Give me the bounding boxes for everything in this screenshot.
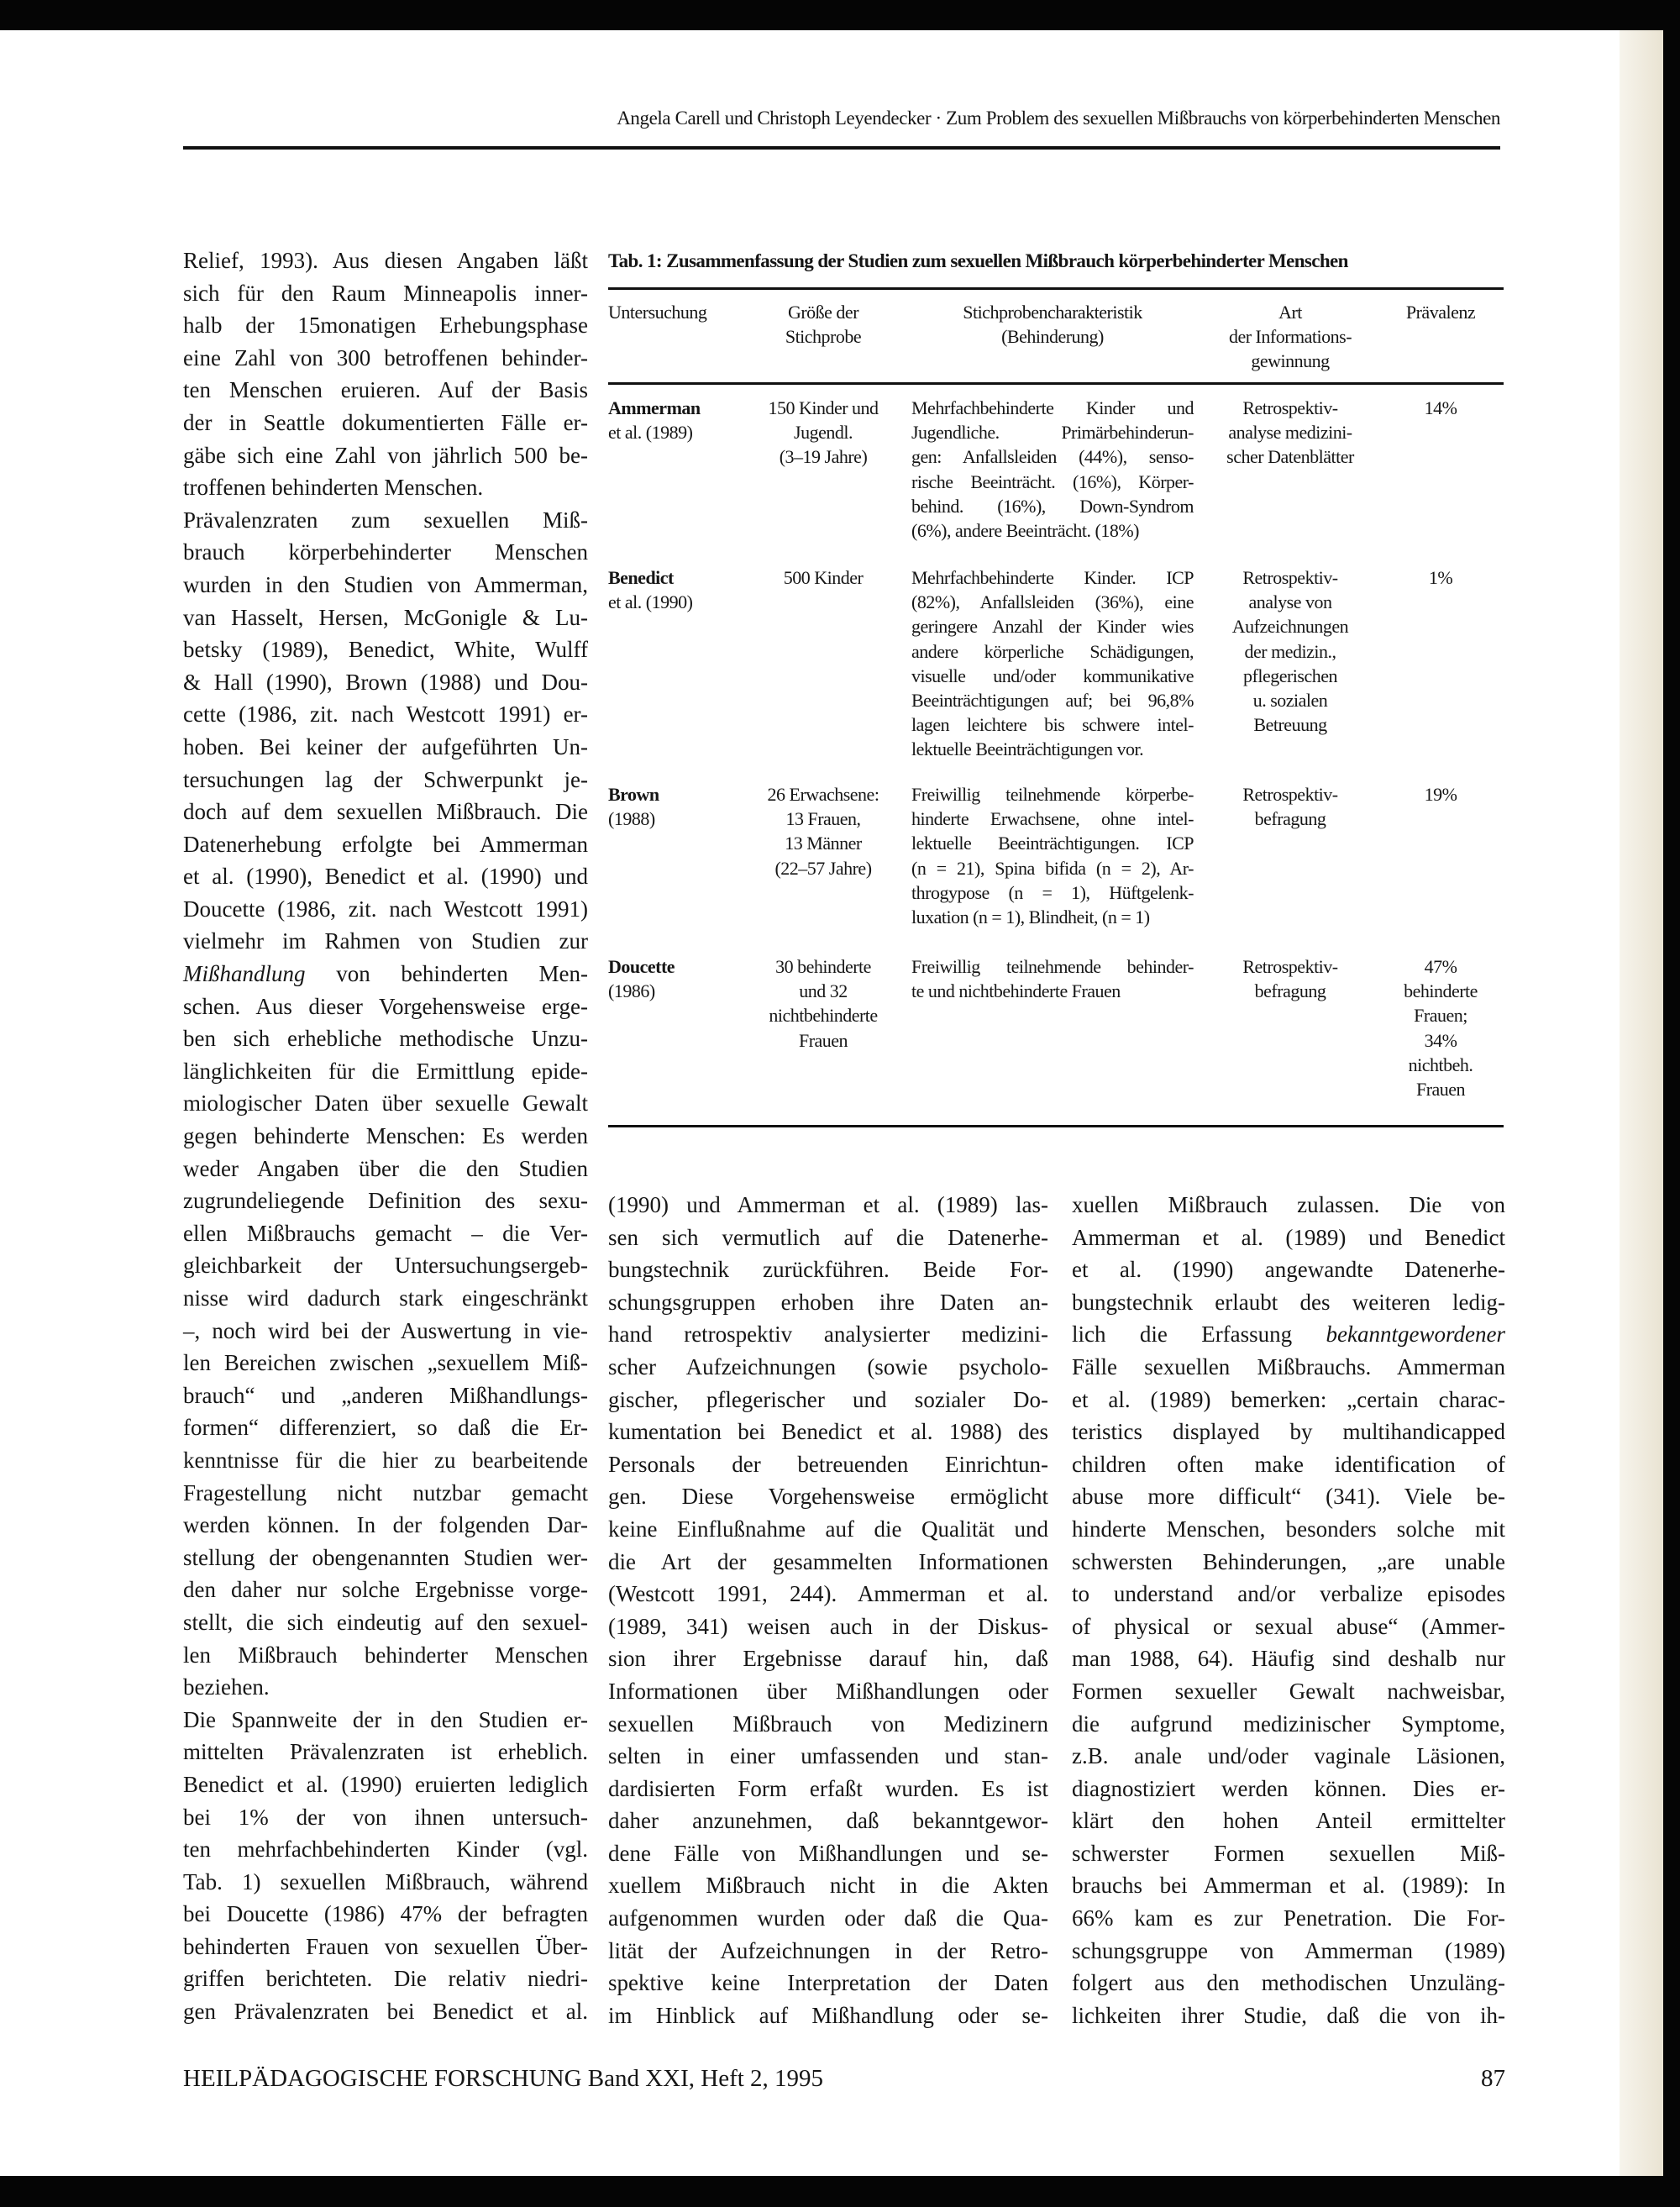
table-rule-top — [608, 287, 1504, 290]
table-cell-characteristics — [911, 396, 1194, 543]
text-line: Personals der betreuenden Einrichtun- — [608, 1451, 1048, 1477]
table-cell-study — [608, 565, 717, 614]
cell-line: Ammerman — [608, 397, 701, 418]
cell-line: Freiwillig teilnehmende körperbe- — [911, 784, 1194, 805]
text-line: gäbe sich eine Zahl von jährlich 500 be- — [183, 442, 588, 468]
cell-line: te und nichtbehinderte Frauen — [911, 980, 1121, 1002]
text-line: bungstechnik zurückführen. Beide For- — [608, 1257, 1048, 1283]
text-line: doch auf dem sexuellen Mißbrauch. Die — [183, 799, 588, 825]
cell-line: lektuelle Beeinträchtigungen. ICP — [911, 833, 1194, 854]
text-line: mittelten Prävalenzraten ist erheblich. — [183, 1739, 588, 1765]
text-line: sen sich vermutlich auf die Datenerhe- — [608, 1224, 1048, 1250]
cell-line: Frauen — [1415, 1078, 1466, 1100]
text-line: Doucette (1986, zit. nach Westcott 1991) — [183, 896, 588, 922]
table-header-study — [608, 300, 717, 324]
cell-line: Betreuung — [1253, 714, 1327, 736]
cell-line: (6%), andere Beeinträcht. (18%) — [911, 519, 1139, 541]
table-cell-characteristics — [911, 565, 1194, 762]
text-line: stellt, die sich eindeutig auf den sexuel- — [183, 1609, 588, 1635]
cell-line: Untersuchung — [608, 302, 707, 323]
cell-line: gewinnung — [1251, 350, 1330, 372]
cell-line: Mehrfachbehinderte Kinder. ICP — [911, 567, 1194, 588]
text-line — [183, 958, 588, 991]
cell-line: (n = 21), Spina bifida (n = 2), Ar- — [911, 857, 1194, 879]
cell-line: (Behinderung) — [1001, 326, 1104, 348]
text-line: –, noch wird bei der Auswertung in vie- — [183, 1317, 588, 1343]
text-line: griffen berichteten. Die relativ niedri- — [183, 1966, 588, 1992]
text-line: folgert aus den methodischen Unzuläng- — [1072, 1970, 1505, 1996]
scan-border-bottom — [0, 2176, 1680, 2207]
cell-line: (1988) — [608, 808, 655, 830]
text-line: der in Seattle dokumentierten Fälle er- — [183, 409, 588, 435]
cell-line: Frauen — [798, 1029, 848, 1051]
text-line: gegen behinderte Menschen: Es werden — [183, 1123, 588, 1149]
cell-line: 34% — [1424, 1029, 1457, 1051]
cell-line: Aufzeichnungen — [1231, 616, 1349, 638]
cell-line: Frauen; — [1414, 1005, 1467, 1027]
cell-line: nichtbehinderte — [769, 1005, 878, 1027]
text-line: stellung der obengenannten Studien wer- — [183, 1544, 588, 1570]
cell-line: Prävalenz — [1405, 302, 1476, 323]
text-line: man 1988, 64). Häufig sind deshalb nur — [1072, 1646, 1505, 1672]
text-line: halb der 15monatigen Erhebungsphase — [183, 313, 588, 339]
text-line: xuellen Mißbrauch zulassen. Die von — [1072, 1192, 1505, 1217]
table-cell-prevalence — [1386, 954, 1495, 1101]
text-line: of physical or sexual abuse“ (Ammer- — [1072, 1613, 1505, 1639]
cell-line: Mehrfachbehinderte Kinder und — [911, 397, 1194, 418]
text-line: sion ihrer Ergebnisse darauf hin, daß — [608, 1646, 1048, 1672]
text-line: len Mißbrauch behinderter Menschen — [183, 1642, 588, 1668]
cell-line: der Informations- — [1228, 326, 1352, 348]
text-line: et al. (1990), Benedict et al. (1990) und — [183, 864, 588, 890]
text-line: vielmehr im Rahmen von Studien zur — [183, 928, 588, 954]
table-cell-method — [1210, 954, 1371, 1003]
cell-line: Benedict — [608, 567, 674, 588]
table-cell-prevalence — [1386, 396, 1495, 420]
cell-line: hinderte Erwachsene, ohne intel- — [911, 808, 1194, 830]
text-line: Tab. 1) sexuellen Mißbrauch, während — [183, 1868, 588, 1894]
text-line: hoben. Bei keiner der aufgeführten Un- — [183, 733, 588, 759]
text-line: zugrundeliegende Definition des sexu- — [183, 1188, 588, 1214]
cell-line: lektuelle Beeinträchtigungen vor. — [911, 738, 1144, 760]
text-line: spektive keine Interpretation der Daten — [608, 1970, 1048, 1996]
text-line: troffenen behinderten Menschen. — [183, 475, 484, 501]
cell-line: scher Datenblätter — [1226, 446, 1354, 468]
table-cell-sample — [752, 782, 895, 880]
text-line: aufgenommen wurden oder daß die Qua- — [608, 1905, 1048, 1931]
text-line: Fälle sexuellen Mißbrauchs. Ammerman — [1072, 1353, 1505, 1379]
text-line: ellen Mißbrauchs gemacht – die Ver- — [183, 1220, 588, 1246]
cell-line: throgypose (n = 1), Hüftgelenk- — [911, 881, 1194, 903]
header-rule — [183, 146, 1500, 150]
text-line: (1990) und Ammerman et al. (1989) las- — [608, 1192, 1048, 1217]
text-line: sich für den Raum Minneapolis inner- — [183, 280, 588, 306]
text-line: to understand and/or verbalize episodes — [1072, 1581, 1505, 1607]
cell-line: Jugendliche. Primärbehinderun- — [911, 422, 1194, 444]
text-line: Prävalenzraten zum sexuellen Miß- — [183, 507, 588, 533]
text-line: miologischer Daten über sexuelle Gewalt — [183, 1090, 588, 1117]
cell-line: behind. (16%), Down-Syndrom — [911, 495, 1194, 517]
text-line: formen“ differenziert, so daß die Er- — [183, 1415, 588, 1441]
text-line: wurden in den Studien von Ammerman, — [183, 571, 588, 597]
page-number: 87 — [1481, 2065, 1505, 2092]
text-column-middle — [608, 1189, 1048, 2031]
text-line: Datenerhebung erfolgte bei Ammerman — [183, 831, 588, 857]
scan-border-right — [1663, 0, 1680, 2207]
text-line: sexuellen Mißbrauch von Medizinern — [608, 1710, 1048, 1737]
cell-line: Retrospektiv- — [1242, 956, 1338, 977]
text-line: schungsgruppen erhoben ihre Daten an- — [608, 1289, 1048, 1315]
cell-line: andere körperliche Schädigungen, — [911, 640, 1194, 662]
text-line: nisse wird dadurch stark eingeschränkt — [183, 1285, 588, 1311]
text-line: die aufgrund medizinischer Symptome, — [1072, 1710, 1505, 1737]
cell-line: Retrospektiv- — [1242, 784, 1338, 805]
table-cell-characteristics — [911, 782, 1194, 929]
cell-line: (82%), Anfallsleiden (36%), eine — [911, 591, 1194, 613]
paper-edge — [1620, 30, 1663, 2176]
emphasis-text: Mißhandlung — [183, 961, 306, 987]
text-line: ten Menschen eruieren. Auf der Basis — [183, 377, 588, 403]
cell-line: 500 Kinder — [783, 567, 864, 588]
cell-line: Stichprobencharakteristik — [963, 302, 1142, 323]
text-line: schwersten Behinderungen, „are unable — [1072, 1548, 1505, 1574]
text-line: dene Fälle von Mißhandlungen und se- — [608, 1840, 1048, 1866]
table-cell-method — [1210, 565, 1371, 737]
text-line: xuellem Mißbrauch nicht in die Akten — [608, 1873, 1048, 1899]
text-line: hinderte Menschen, besonders solche mit — [1072, 1516, 1505, 1542]
scan-border-top — [0, 0, 1680, 30]
text-line: ten mehrfachbehinderten Kinder (vgl. — [183, 1837, 588, 1863]
cell-line: (22–57 Jahre) — [774, 857, 872, 879]
text-line: abuse more difficult“ (341). Viele be- — [1072, 1484, 1505, 1510]
text-line: im Hinblick auf Mißhandlung oder se- — [608, 2002, 1048, 2028]
text-line: Fragestellung nicht nutzbar gemacht — [183, 1479, 588, 1505]
table-title: Tab. 1: Zusammenfassung der Studien zum sexuellen Mißbrauch körperbehinderter Menschen — [608, 250, 1348, 271]
text-line: daher anzunehmen, daß bekanntgewor- — [608, 1808, 1048, 1834]
text-line: scher Aufzeichnungen (sowie psycholo- — [608, 1353, 1048, 1379]
text-line: beziehen. — [183, 1674, 270, 1700]
table-header-method — [1210, 300, 1371, 374]
text-line: (Westcott 1991, 244). Ammerman et al. — [608, 1581, 1048, 1607]
text-line: z.B. anale und/oder vaginale Läsionen, — [1072, 1743, 1505, 1769]
text-line: lichkeiten ihrer Studie, daß die von ih- — [1072, 2002, 1505, 2028]
table-cell-method — [1210, 396, 1371, 470]
table-cell-sample — [752, 396, 895, 470]
text-line: länglichkeiten für die Ermittlung epide- — [183, 1058, 588, 1084]
text-line: brauchs bei Ammerman et al. (1989): In — [1072, 1873, 1505, 1899]
cell-line: 14% — [1424, 397, 1457, 418]
table-header-sample — [752, 300, 895, 349]
text-line: tersuchungen lag der Schwerpunkt je- — [183, 766, 588, 792]
text-line: et al. (1989) bemerken: „certain charac- — [1072, 1386, 1505, 1412]
cell-line: befragung — [1254, 980, 1326, 1002]
cell-line: (1986) — [608, 980, 655, 1002]
cell-line: Retrospektiv- — [1242, 397, 1338, 418]
table-rule-bottom — [608, 1125, 1504, 1127]
cell-line: (3–19 Jahre) — [779, 446, 868, 468]
cell-line: 47% — [1424, 956, 1457, 977]
cell-line: Freiwillig teilnehmende behinder- — [911, 956, 1194, 977]
text-line: Die Spannweite der in den Studien er- — [183, 1706, 588, 1732]
text-line: selten in einer umfassenden und stan- — [608, 1743, 1048, 1769]
table-cell-sample — [752, 954, 895, 1053]
table-cell-prevalence — [1386, 565, 1495, 590]
text-line: schen. Aus dieser Vorgehensweise erge- — [183, 993, 588, 1019]
cell-line: analyse von — [1248, 591, 1332, 613]
table-cell-sample — [752, 565, 895, 590]
table-header-prevalence — [1386, 300, 1495, 324]
text-line: klärt den hohen Anteil ermittelter — [1072, 1808, 1505, 1834]
cell-line: Doucette — [608, 956, 675, 977]
text-line: bei 1% der von ihnen untersuch- — [183, 1804, 588, 1830]
table-cell-study — [608, 782, 717, 831]
text-line: bungstechnik erlaubt des weiteren ledig- — [1072, 1289, 1505, 1315]
text-line: gen Prävalenzraten bei Benedict et al. — [183, 1999, 588, 2025]
text-line: eine Zahl von 300 betroffenen behinder- — [183, 344, 588, 370]
text-line: Benedict et al. (1990) eruierten lediglich — [183, 1771, 588, 1797]
text-line: ben sich erhebliche methodische Unzu- — [183, 1026, 588, 1052]
text-line: keine Einflußnahme auf die Qualität und — [608, 1516, 1048, 1542]
text-line: Ammerman et al. (1989) und Benedict — [1072, 1224, 1505, 1250]
table-cell-study — [608, 396, 717, 444]
text-line: cette (1986, zit. nach Westcott 1991) er- — [183, 702, 588, 728]
cell-line: lagen leichtere bis schwere intel- — [911, 714, 1194, 736]
cell-line: befragung — [1254, 808, 1326, 830]
text-span: von behinderten Men- — [305, 961, 588, 987]
running-head: Angela Carell und Christoph Leyendecker · Zum Problem des sexuellen Mißbrauchs von körperbehinderten Menschen — [617, 108, 1500, 129]
cell-line: und 32 — [799, 980, 848, 1002]
text-line: gleichbarkeit der Untersuchungsergeb- — [183, 1253, 588, 1279]
text-line: len Bereichen zwischen „sexuellem Miß- — [183, 1350, 588, 1376]
cell-line: behinderte — [1404, 980, 1478, 1002]
text-line: Relief, 1993). Aus diesen Angaben läßt — [183, 248, 588, 273]
cell-line: 26 Erwachsene: — [767, 784, 879, 805]
cell-line: et al. (1990) — [608, 591, 693, 613]
text-line: weder Angaben über die den Studien — [183, 1155, 588, 1181]
text-line: lität der Aufzeichnungen in der Retro- — [608, 1937, 1048, 1963]
text-line: die Art der gesammelten Informationen — [608, 1548, 1048, 1574]
text-line: werden können. In der folgenden Dar- — [183, 1512, 588, 1538]
text-line: hand retrospektiv analysierter medizini- — [608, 1322, 1048, 1348]
text-line: Formen sexueller Gewalt nachweisbar, — [1072, 1678, 1505, 1704]
text-line: brauch“ und „anderen Mißhandlungs- — [183, 1382, 588, 1408]
cell-line: 30 behinderte — [775, 956, 871, 977]
cell-line: 1% — [1428, 567, 1453, 588]
cell-line: Stichprobe — [785, 326, 862, 348]
text-line: schwerster Formen sexuellen Miß- — [1072, 1840, 1505, 1866]
cell-line: Retrospektiv- — [1242, 567, 1338, 588]
text-line: brauch körperbehinderter Menschen — [183, 539, 588, 565]
table-cell-prevalence — [1386, 782, 1495, 807]
cell-line: u. sozialen — [1252, 689, 1328, 711]
text-line: gen. Diese Vorgehensweise ermöglicht — [608, 1484, 1048, 1510]
table-cell-method — [1210, 782, 1371, 831]
cell-line: geringere Anzahl der Kinder wies — [911, 616, 1194, 638]
text-column-right — [1072, 1189, 1505, 2031]
text-line: dardisierten Form erfaßt wurden. Es ist — [608, 1775, 1048, 1801]
cell-line: Brown — [608, 784, 659, 805]
cell-line: nichtbeh. — [1408, 1054, 1473, 1075]
cell-line: 19% — [1424, 784, 1457, 805]
cell-line: Art — [1278, 302, 1302, 323]
text-line: bei Doucette (1986) 47% der befragten — [183, 1901, 588, 1927]
cell-line: Größe der — [787, 302, 859, 323]
text-span: lich die Erfassung — [1072, 1322, 1326, 1348]
text-line: et al. (1990) angewandte Datenerhe- — [1072, 1257, 1505, 1283]
text-line: kumentation bei Benedict et al. 1988) des — [608, 1419, 1048, 1445]
text-line: (1989, 341) weisen auch in der Diskus- — [608, 1613, 1048, 1639]
cell-line: der medizin., — [1244, 640, 1336, 662]
text-line: gischer, pflegerischer und sozialer Do- — [608, 1386, 1048, 1412]
text-line: den daher nur solche Ergebnisse vorge- — [183, 1577, 588, 1603]
text-line: van Hasselt, Hersen, McGonigle & Lu- — [183, 604, 588, 630]
cell-line: et al. (1989) — [608, 422, 693, 444]
cell-line: 13 Männer — [785, 833, 862, 854]
cell-line: rische Beeinträcht. (16%), Körper- — [911, 470, 1194, 492]
cell-line: pflegerischen — [1243, 665, 1337, 686]
text-line — [1072, 1318, 1505, 1351]
footer-journal: HEILPÄDAGOGISCHE FORSCHUNG Band XXI, Heft 2, 1995 — [183, 2065, 824, 2092]
text-line: betsky (1989), Benedict, White, Wulff — [183, 637, 588, 663]
text-line: diagnostiziert werden können. Dies er- — [1072, 1775, 1505, 1801]
emphasis-text: bekanntgewordener — [1326, 1322, 1505, 1348]
text-column-left — [183, 244, 588, 2028]
cell-line: 150 Kinder und — [768, 397, 879, 418]
text-line: children often make identification of — [1072, 1451, 1505, 1477]
table-rule-header — [608, 382, 1504, 385]
cell-line: analyse medizini- — [1228, 422, 1352, 444]
cell-line: Beeinträchtigungen auf; bei 96,8% — [911, 689, 1194, 711]
text-line: 66% kam es zur Penetration. Die For- — [1072, 1905, 1505, 1931]
text-line: kenntnisse für die hier zu bearbeitende — [183, 1447, 588, 1473]
cell-line: gen: Anfallsleiden (44%), senso- — [911, 446, 1194, 468]
table-cell-characteristics — [911, 954, 1194, 1003]
text-line: schungsgruppe von Ammerman (1989) — [1072, 1937, 1505, 1963]
cell-line: luxation (n = 1), Blindheit, (n = 1) — [911, 906, 1150, 927]
cell-line: Jugendl. — [794, 422, 853, 444]
text-line: Informationen über Mißhandlungen oder — [608, 1678, 1048, 1704]
cell-line: visuelle und/oder kommunikative — [911, 665, 1194, 686]
text-line: behinderten Frauen von sexuellen Über- — [183, 1933, 588, 1959]
text-line: & Hall (1990), Brown (1988) und Dou- — [183, 669, 588, 695]
table-cell-study — [608, 954, 717, 1003]
table-header-characteristics — [911, 300, 1194, 349]
cell-line: 13 Frauen, — [785, 808, 861, 830]
text-line: teristics displayed by multihandicapped — [1072, 1419, 1505, 1445]
